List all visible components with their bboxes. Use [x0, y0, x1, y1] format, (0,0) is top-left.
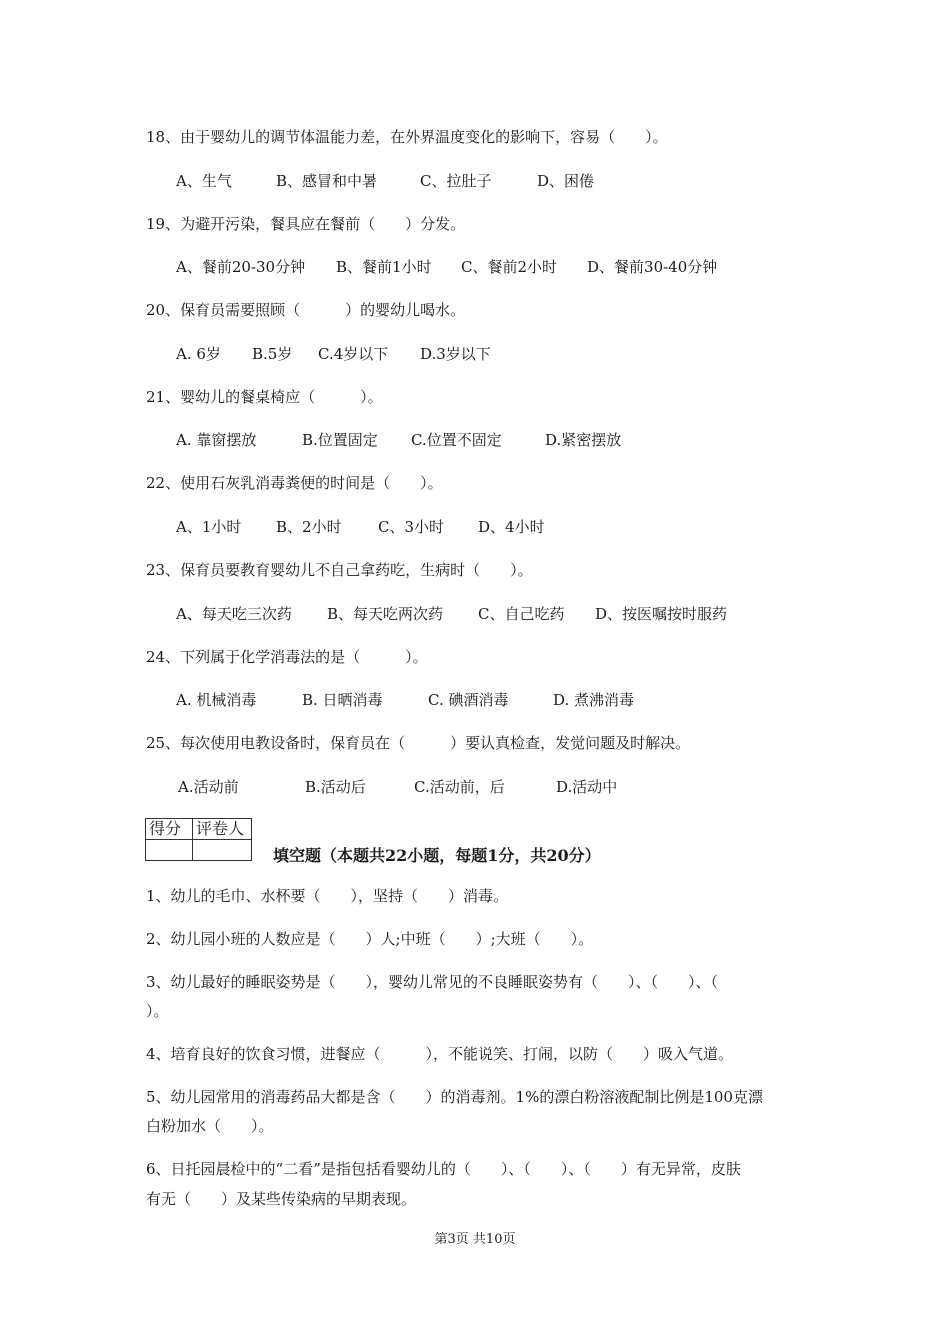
question-25-stem: 25、每次使用电教设备时，保育员在（ ）要认真检查，发觉问题及时解决。: [146, 734, 691, 752]
question-21-option-d: D.紧密摆放: [545, 431, 622, 449]
question-21-option-c: C.位置不固定: [411, 431, 502, 449]
question-20-option-d: D.3岁以下: [420, 345, 491, 363]
question-19-option-a: A、餐前20-30分钟: [176, 258, 306, 276]
question-22-option-c: C、3小时: [378, 518, 445, 536]
question-21-stem: 21、婴幼儿的餐桌椅应（ ）。: [146, 388, 383, 406]
section-title: 填空题（本题共22小题，每题1分，共20分）: [273, 846, 601, 865]
question-19-option-c: C、餐前2小时: [461, 258, 558, 276]
fill-question-5-cont: 白粉加水（ ）。: [146, 1117, 274, 1135]
fill-question-5: 5、幼儿园常用的消毒药品大都是含（ ）的消毒剂。1%的漂白粉溶液配制比例是100克漂: [146, 1088, 763, 1106]
fill-question-6-cont: 有无（ ）及某些传染病的早期表现。: [146, 1190, 417, 1208]
fill-question-6: 6、日托园晨检中的“二看”是指包括看婴幼儿的（ ）、（ ）、（ ）有无异常，皮肤: [146, 1160, 741, 1178]
question-21-option-a: A. 靠窗摆放: [176, 431, 257, 449]
question-24-option-c: C. 碘酒消毒: [428, 691, 509, 709]
question-23-option-b: B、每天吃两次药: [327, 605, 444, 623]
question-19-stem: 19、为避开污染，餐具应在餐前（ ）分发。: [146, 215, 466, 233]
question-19-option-d: D、餐前30-40分钟: [587, 258, 718, 276]
question-22-option-d: D、4小时: [478, 518, 545, 536]
question-24-option-b: B. 日晒消毒: [302, 691, 383, 709]
fill-question-3: 3、幼儿最好的睡眠姿势是（ ），婴幼儿常见的不良睡眠姿势有（ ）、（ ）、（: [146, 973, 719, 991]
question-24-option-a: A. 机械消毒: [176, 691, 257, 709]
question-25-option-d: D.活动中: [556, 778, 618, 796]
question-22-stem: 22、使用石灰乳消毒粪便的时间是（ ）。: [146, 474, 443, 492]
fill-question-2: 2、幼儿园小班的人数应是（ ）人;中班（ ）;大班（ ）。: [146, 930, 594, 948]
score-header: 得分: [146, 819, 193, 840]
question-22-option-b: B、2小时: [276, 518, 342, 536]
question-18-option-b: B、感冒和中暑: [276, 172, 378, 190]
page-number: 第3页 共10页: [434, 1232, 516, 1247]
question-20-option-b: B.5岁: [252, 345, 293, 363]
question-25-option-c: C.活动前，后: [414, 778, 505, 796]
fill-question-1: 1、幼儿的毛巾、水杯要（ ），坚持（ ）消毒。: [146, 887, 509, 905]
question-20-stem: 20、保育员需要照顾（ ）的婴幼儿喝水。: [146, 301, 466, 319]
score-cell: [146, 840, 193, 861]
question-18-option-c: C、拉肚子: [420, 172, 492, 190]
question-18-option-d: D、困倦: [537, 172, 595, 190]
question-23-option-a: A、每天吃三次药: [176, 605, 292, 623]
question-20-option-a: A. 6岁: [176, 345, 221, 363]
grader-header: 评卷人: [193, 819, 252, 840]
question-24-option-d: D. 煮沸消毒: [553, 691, 635, 709]
fill-question-3-cont: ）。: [146, 1002, 169, 1020]
question-18-option-a: A、生气: [176, 172, 232, 190]
question-19-option-b: B、餐前1小时: [336, 258, 432, 276]
question-23-option-c: C、自己吃药: [478, 605, 565, 623]
question-23-stem: 23、保育员要教育婴幼儿不自己拿药吃，生病时（ ）。: [146, 561, 533, 579]
question-18-stem: 18、由于婴幼儿的调节体温能力差，在外界温度变化的影响下，容易（ ）。: [146, 128, 668, 146]
grader-cell: [193, 840, 252, 861]
question-21-option-b: B.位置固定: [302, 431, 378, 449]
question-24-stem: 24、下列属于化学消毒法的是（ ）。: [146, 648, 428, 666]
question-25-option-b: B.活动后: [305, 778, 366, 796]
question-23-option-d: D、按医嘱按时服药: [595, 605, 728, 623]
question-25-option-a: A.活动前: [178, 778, 239, 796]
question-22-option-a: A、1小时: [176, 518, 242, 536]
score-table: [145, 818, 252, 861]
question-20-option-c: C.4岁以下: [318, 345, 389, 363]
fill-question-4: 4、培育良好的饮食习惯，进餐应（ ），不能说笑、打闹，以防（ ）吸入气道。: [146, 1045, 734, 1063]
